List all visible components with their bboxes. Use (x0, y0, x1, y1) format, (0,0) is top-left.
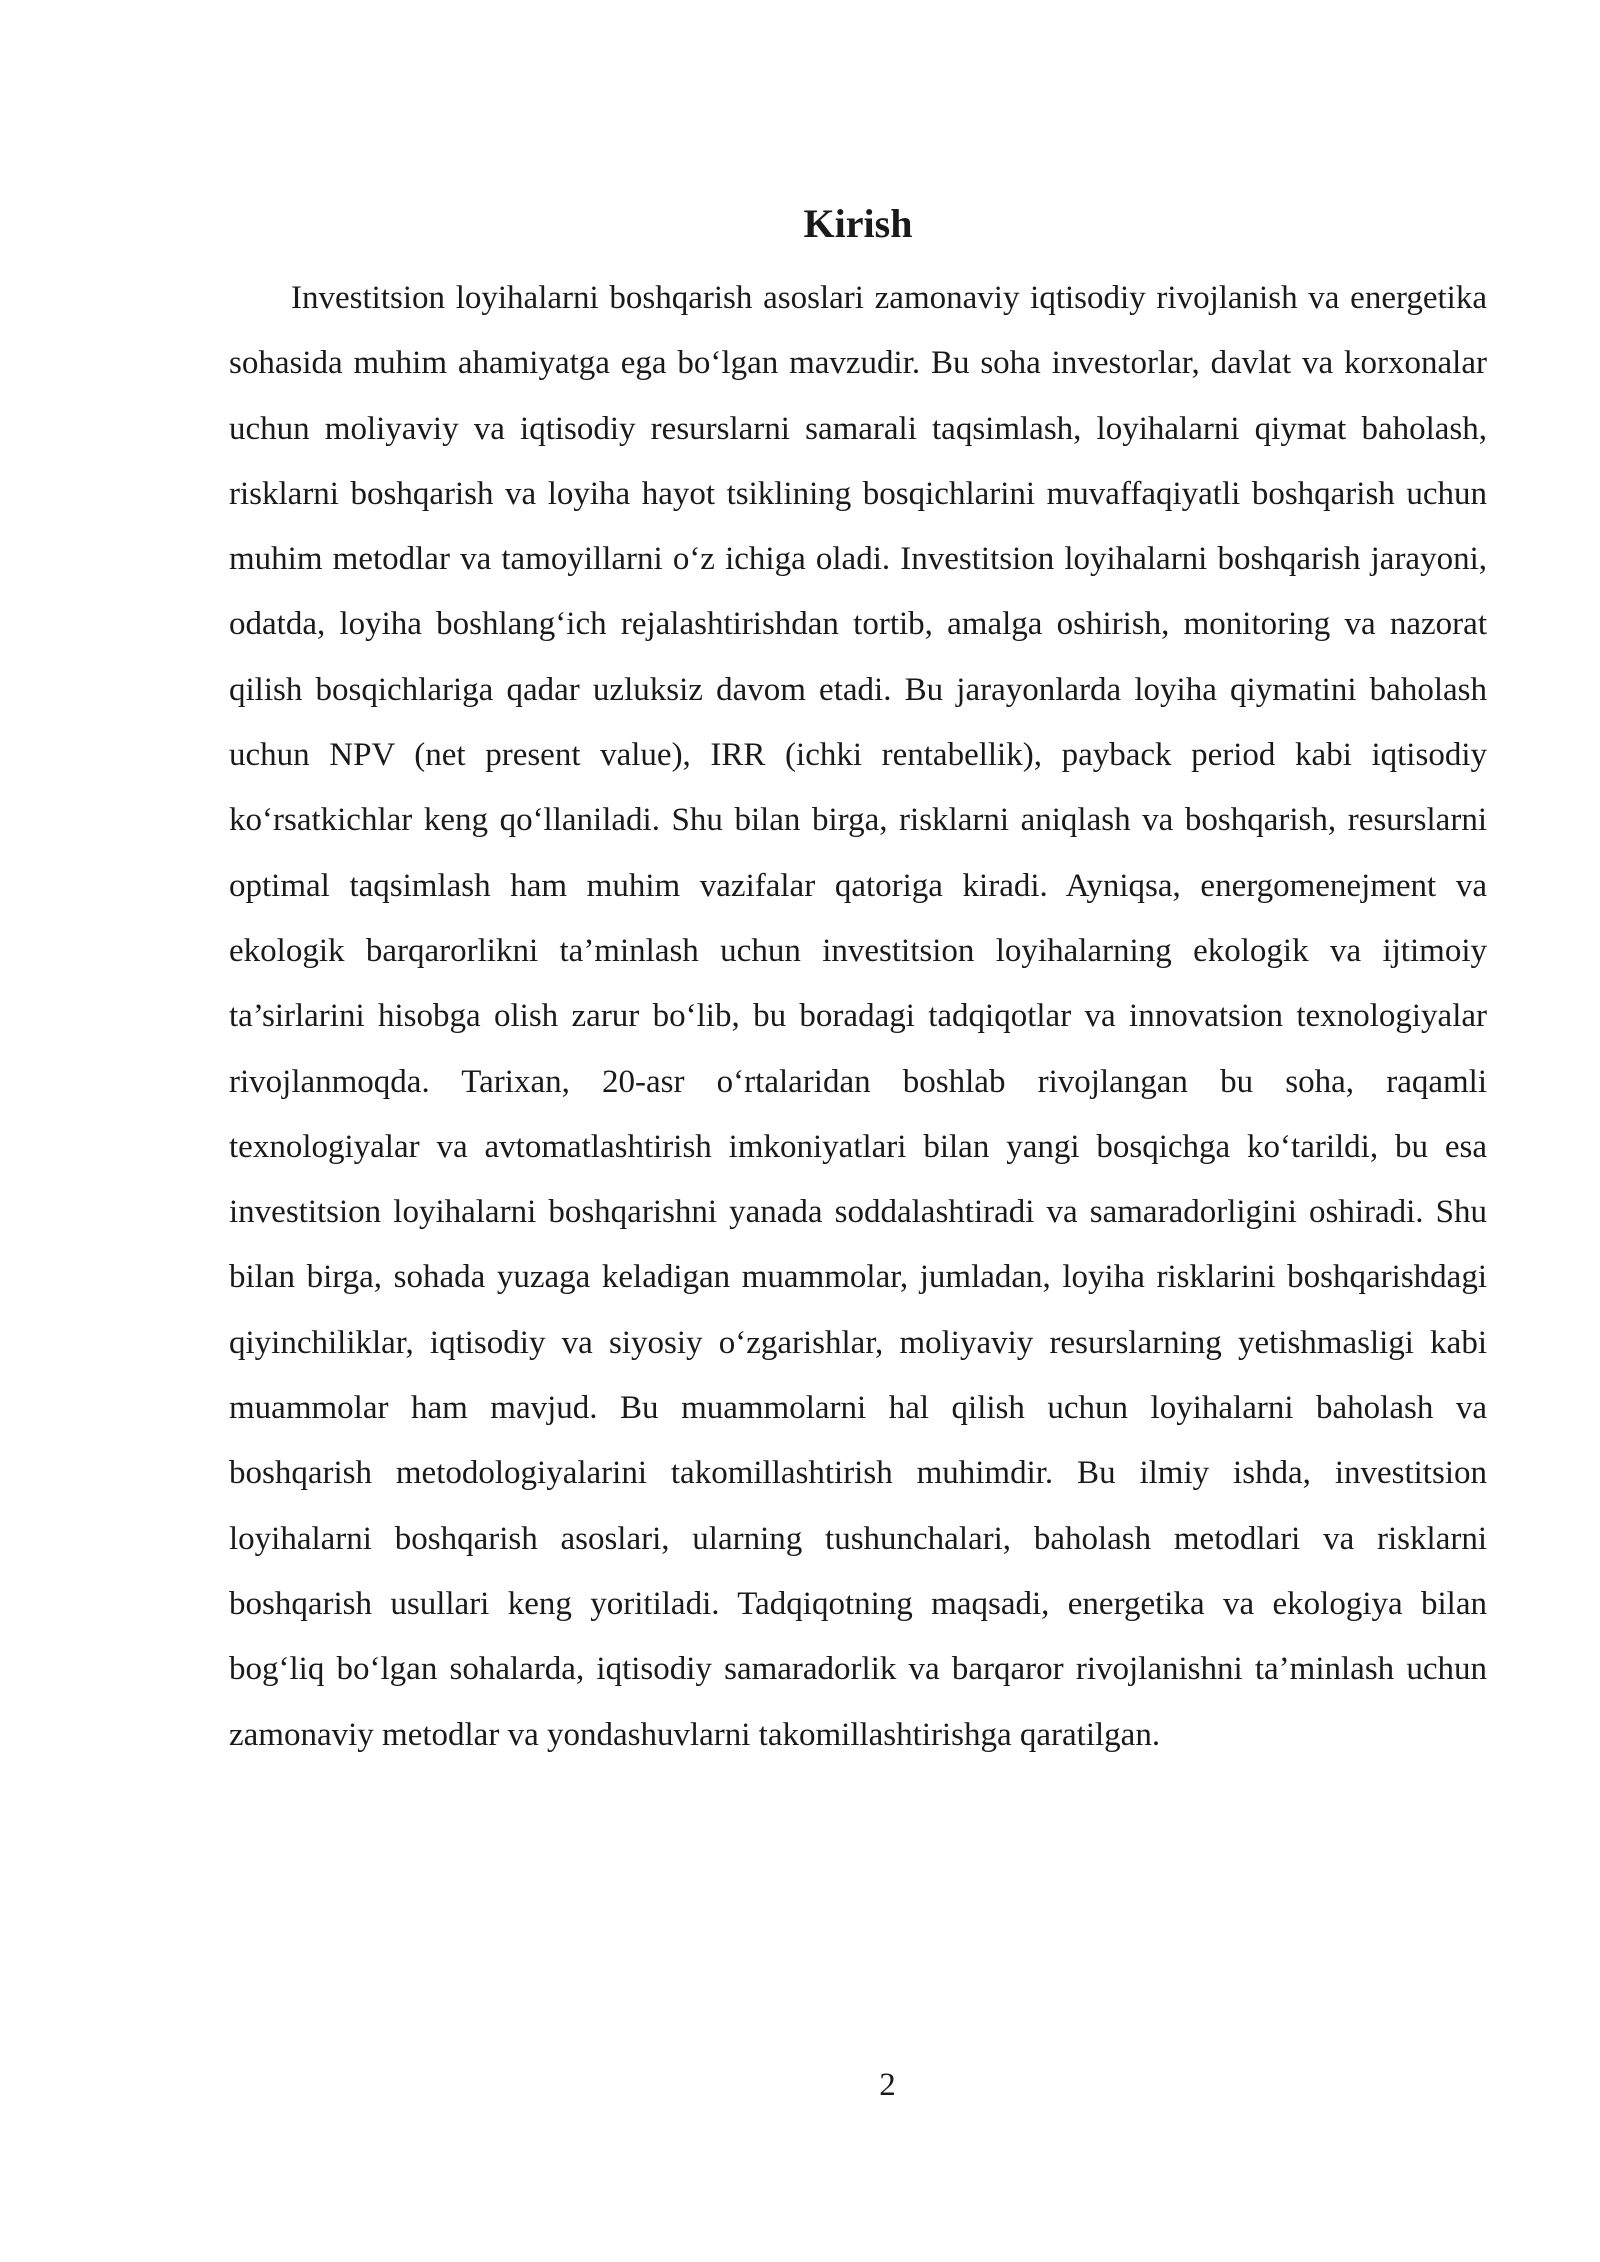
section-heading: Kirish (803, 201, 913, 246)
page-number: 2 (879, 2067, 896, 2103)
body-paragraph: Investitsion loyihalarni boshqarish asoslari zamonaviy iqtisodiy rivojlanish va energetika sohasida muhim ahamiyatga ega bo‘lgan mavzudir. Bu soha investorlar, davlat va korxonalar uchun moliyaviy va iqtisodiy resurslarni samarali taqsimlash, loyihalarni qiymat baholash, risklarni boshqarish va loyiha hayot tsiklining bosqichlarini muvaffaqiyatli boshqarish uchun muhim metodlar va tamoyillarni o‘z ichiga oladi. Investitsion loyihalarni boshqarish jarayoni, odatda, loyiha boshlang‘ich rejalashtirishdan tortib, amalga oshirish, monitoring va nazorat qilish bosqichlariga qadar uzluksiz davom etadi. Bu jarayonlarda loyiha qiymatini baholash uchun NPV (net present value), IRR (ichki rentabellik), payback period kabi iqtisodiy ko‘rsatkichlar keng qo‘llaniladi. Shu bilan birga, risklarni aniqlash va boshqarish, resurslarni optimal taqsimlash ham muhim vazifalar qatoriga kiradi. Ayniqsa, energomenejment va ekologik barqarorlikni ta’minlash uchun investitsion loyihalarning ekologik va ijtimoiy ta’sirlarini hisobga olish zarur bo‘lib, bu boradagi tadqiqotlar va innovatsion texnologiyalar rivojlanmoqda. Tarixan, 20-asr o‘rtalaridan boshlab rivojlangan bu soha, raqamli texnologiyalar va avtomatlashtirish imkoniyatlari bilan yangi bosqichga ko‘tarildi, bu esa investitsion loyihalarni boshqarishni yanada soddalashtiradi va samaradorligini oshiradi. Shu bilan birga, sohada yuzaga keladigan muammolar, jumladan, loyiha risklarini boshqarishdagi qiyinchiliklar, iqtisodiy va siyosiy o‘zgarishlar, moliyaviy resurslarning yetishmasligi kabi muammolar ham mavjud. Bu muammolarni hal qilish uchun loyihalarni baholash va boshqarish metodologiyalarini takomillashtirish muhimdir. Bu ilmiy ishda, investitsion loyihalarni boshqarish asoslari, ularning tushunchalari, baholash metodlari va risklarni boshqarish usullari keng yoritiladi. Tadqiqotning maqsadi, energetika va ekologiya bilan bog‘liq bo‘lgan sohalarda, iqtisodiy samaradorlik va barqaror rivojlanishni ta’minlash uchun zamonaviy metodlar va yondashuvlarni takomillashtirishga qaratilgan. (229, 280, 1487, 1753)
